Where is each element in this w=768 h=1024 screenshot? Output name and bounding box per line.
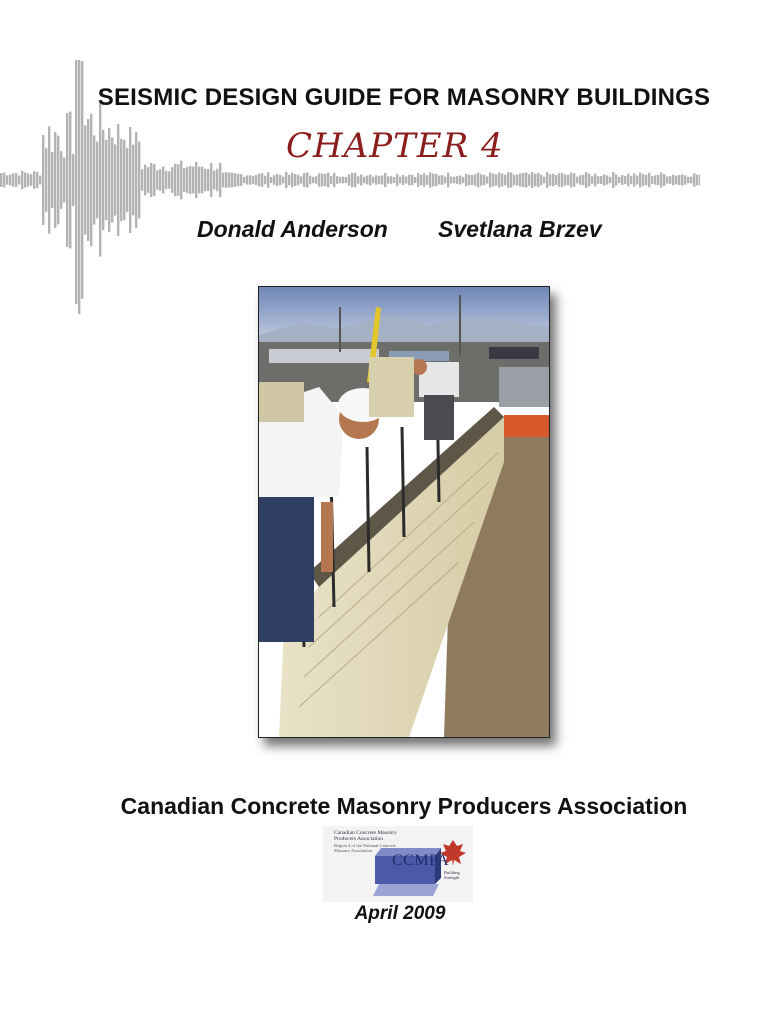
seismogram-trace (345, 177, 347, 183)
seismogram-trace (183, 168, 185, 192)
seismogram-trace (495, 175, 497, 186)
seismogram-trace (189, 166, 191, 194)
logo-org-name: Canadian Concrete Masonry Producers Association (334, 830, 397, 842)
seismogram-trace (306, 173, 308, 188)
seismogram-trace (219, 163, 221, 197)
seismogram-trace (207, 169, 209, 191)
seismogram-trace (150, 163, 152, 197)
seismogram-trace (333, 173, 335, 187)
seismogram-trace (84, 125, 86, 234)
seismogram-trace (627, 174, 629, 187)
seismogram-trace (399, 177, 401, 184)
seismogram-trace (132, 145, 134, 216)
seismogram-trace (657, 175, 659, 185)
seismogram-trace (567, 175, 569, 185)
seismogram-trace (582, 175, 584, 186)
seismogram-trace (645, 175, 647, 185)
seismogram-trace (687, 177, 689, 183)
seismogram-trace (585, 172, 587, 188)
seismogram-trace (225, 172, 227, 188)
seismogram-trace (354, 173, 356, 187)
seismogram-trace (342, 177, 344, 184)
seismogram-trace (186, 167, 188, 194)
seismogram-trace (660, 173, 662, 188)
seismogram-trace (198, 167, 200, 194)
seismogram-trace (696, 175, 698, 186)
seismogram-trace (417, 173, 419, 187)
seismogram-trace (375, 175, 377, 185)
seismogram-trace (303, 173, 305, 187)
seismogram-trace (174, 164, 176, 196)
seismogram-trace (525, 172, 527, 187)
seismogram-trace (609, 177, 611, 183)
seismogram-trace (699, 174, 700, 186)
seismogram-trace (168, 171, 170, 188)
seismogram-trace (534, 174, 536, 186)
seismogram-trace (648, 173, 650, 187)
seismogram-trace (90, 114, 92, 247)
seismogram-trace (435, 174, 437, 186)
seismogram-trace (456, 176, 458, 184)
seismogram-trace (141, 169, 143, 191)
seismogram-trace (546, 172, 548, 188)
seismogram-trace (48, 126, 50, 233)
seismogram-trace (381, 176, 383, 185)
seismogram-trace (429, 172, 431, 187)
seismogram-trace (348, 174, 350, 185)
seismogram-trace (300, 176, 302, 183)
seismogram-trace (531, 172, 533, 188)
seismogram-trace (369, 175, 371, 186)
seismogram-trace (159, 169, 161, 190)
seismogram-trace (42, 135, 44, 225)
seismogram-trace (246, 175, 248, 184)
seismogram-trace (156, 170, 158, 189)
seismogram-trace (600, 176, 602, 184)
seismogram-trace (681, 174, 683, 185)
seismogram-trace (237, 174, 239, 186)
seismogram-trace (108, 128, 110, 232)
seismogram-trace (255, 175, 257, 185)
seismogram-trace (468, 175, 470, 185)
seismogram-trace (519, 173, 521, 186)
seismogram-trace (15, 173, 17, 187)
seismogram-trace (105, 140, 107, 220)
seismogram-trace (279, 175, 281, 185)
seismogram-trace (138, 142, 140, 219)
seismogram-trace (522, 173, 524, 187)
seismogram-trace (654, 175, 656, 184)
seismogram-trace (447, 173, 449, 188)
seismogram-trace (3, 173, 5, 188)
seismogram-trace (465, 174, 467, 186)
seismogram-trace (309, 176, 311, 185)
seismogram-trace (57, 136, 59, 225)
seismogram-trace (165, 171, 167, 189)
seismogram-trace (276, 174, 278, 186)
seismogram-trace (639, 172, 641, 187)
seismogram-trace (561, 173, 563, 187)
seismogram-trace (516, 175, 518, 186)
cover-photo (258, 286, 550, 738)
seismogram-trace (603, 174, 605, 185)
seismogram-trace (0, 173, 2, 187)
seismogram-trace (111, 137, 113, 222)
seismogram-trace (321, 174, 323, 187)
seismogram-trace (297, 175, 299, 186)
seismogram-trace (501, 174, 503, 187)
seismogram-trace (441, 175, 443, 185)
seismogram-trace (270, 177, 272, 183)
seismogram-trace (480, 174, 482, 185)
seismogram-trace (672, 175, 674, 186)
logo-abbreviation: CCMPA (392, 852, 450, 869)
seismogram-trace (99, 103, 101, 256)
seismogram-trace (30, 174, 32, 185)
seismogram-trace (294, 174, 296, 186)
publisher-name: Canadian Concrete Masonry Producers Association (120, 793, 688, 819)
chapter-heading: CHAPTER 4 (286, 126, 504, 166)
seismogram-trace (129, 127, 131, 233)
seismogram-trace (66, 113, 68, 247)
seismogram-trace (210, 163, 212, 197)
seismogram-trace (117, 124, 119, 236)
seismogram-trace (450, 177, 452, 184)
seismogram-trace (690, 177, 692, 184)
seismogram-trace (411, 175, 413, 185)
document-title: SEISMIC DESIGN GUIDE FOR MASONRY BUILDINGS (97, 84, 711, 111)
seismogram-trace (612, 172, 614, 188)
seismogram-trace (69, 112, 71, 249)
seismogram-trace (459, 175, 461, 184)
seismogram-trace (12, 173, 14, 186)
seismogram-trace (492, 174, 494, 187)
seismogram-trace (273, 175, 275, 185)
seismogram-trace (513, 175, 515, 185)
seismogram-trace (570, 173, 572, 188)
seismogram-trace (405, 176, 407, 183)
seismogram-trace (594, 174, 596, 187)
seismogram-trace (288, 175, 290, 186)
seismogram-trace (615, 174, 617, 185)
author-name: Donald Anderson (197, 216, 388, 242)
seismogram-trace (51, 152, 53, 208)
seismogram-trace (393, 177, 395, 183)
seismogram-trace (249, 175, 251, 185)
seismogram-trace (510, 173, 512, 188)
seismogram-trace (45, 148, 47, 212)
seismogram-trace (675, 176, 677, 185)
seismogram-trace (504, 175, 506, 186)
seismogram-trace (339, 177, 341, 183)
seismogram-trace (351, 173, 353, 187)
seismogram-trace (93, 135, 95, 224)
seismogram-trace (426, 175, 428, 184)
seismogram-trace (552, 174, 554, 187)
seismogram-trace (414, 177, 416, 183)
seismogram-trace (318, 173, 320, 186)
seismogram-trace (432, 173, 434, 186)
seismogram-trace (558, 173, 560, 187)
seismogram-trace (282, 177, 284, 184)
seismogram-trace (633, 173, 635, 186)
seismogram-trace (6, 175, 8, 184)
seismogram-trace (252, 176, 254, 184)
seismogram-trace (33, 171, 35, 188)
seismogram-trace (114, 144, 116, 215)
seismogram-trace (363, 177, 365, 184)
seismogram-trace (153, 164, 155, 196)
seismogram-trace (408, 175, 410, 186)
seismogram-trace (39, 176, 41, 185)
seismogram-trace (483, 175, 485, 185)
seismogram-trace (651, 176, 653, 184)
seismogram-trace (258, 174, 260, 187)
seismogram-trace (540, 175, 542, 185)
seismogram-trace (420, 175, 422, 186)
seismogram-trace (162, 167, 164, 194)
seismogram-trace (291, 173, 293, 188)
seismogram-trace (216, 169, 218, 191)
seismogram-trace (126, 148, 128, 212)
seismogram-trace (423, 173, 425, 186)
seismogram-trace (120, 139, 122, 221)
seismogram-trace (579, 175, 581, 185)
seismogram-trace (477, 172, 479, 187)
seismogram-trace (147, 167, 149, 193)
seismogram-trace (87, 119, 89, 241)
seismogram-trace (471, 175, 473, 185)
seismogram-trace (102, 130, 104, 230)
seismogram-trace (591, 176, 593, 184)
seismogram-trace (387, 176, 389, 183)
seismogram-trace (624, 176, 626, 184)
seismogram-trace (543, 177, 545, 184)
seismogram-trace (402, 175, 404, 185)
seismogram-trace (528, 174, 530, 185)
seismogram-trace (588, 174, 590, 187)
seismogram-trace (222, 173, 224, 188)
seismogram-trace (507, 172, 509, 188)
seismogram-trace (618, 177, 620, 183)
seismogram-trace (18, 176, 20, 185)
seismogram-trace (228, 172, 230, 187)
seismogram-trace (663, 174, 665, 186)
seismogram-trace (63, 157, 65, 202)
seismogram-trace (324, 174, 326, 187)
seismogram-trace (27, 174, 29, 187)
seismogram-trace (642, 174, 644, 186)
seismogram-trace (678, 175, 680, 185)
seismogram-trace (180, 161, 182, 200)
seismogram-trace (72, 154, 74, 206)
seismogram-trace (285, 172, 287, 188)
seismogram-trace (177, 164, 179, 196)
seismogram-trace (378, 176, 380, 184)
seismogram-trace (96, 142, 98, 219)
seismogram-trace (474, 174, 476, 185)
seismogram-trace (684, 175, 686, 184)
seismogram-trace (489, 173, 491, 188)
seismogram-trace (636, 175, 638, 184)
seismogram-trace (243, 177, 245, 183)
seismogram-trace (24, 172, 26, 187)
seismogram-trace (264, 176, 266, 185)
seismogram-trace (366, 176, 368, 185)
seismogram-trace (573, 173, 575, 186)
seismogram-trace (372, 177, 374, 184)
seismogram-trace (396, 174, 398, 186)
seismogram-trace (21, 171, 23, 190)
seismogram-trace (357, 176, 359, 183)
seismogram-trace (621, 175, 623, 185)
seismogram-trace (606, 175, 608, 184)
seismogram-trace (453, 177, 455, 184)
seismogram-trace (144, 165, 146, 195)
seismogram-trace (267, 172, 269, 188)
seismogram-trace (231, 173, 233, 188)
seismogram-trace (36, 172, 38, 188)
seismogram-trace (213, 170, 215, 189)
seismogram-trace (60, 151, 62, 209)
seismogram-trace (171, 167, 173, 193)
seismogram-trace (327, 173, 329, 188)
seismogram-trace (462, 177, 464, 183)
seismogram-trace (630, 176, 632, 184)
seismogram-trace (195, 162, 197, 198)
logo-tagline: Building Strength (444, 870, 460, 880)
seismogram-trace (135, 132, 137, 228)
seismogram-trace (564, 174, 566, 185)
seismogram-trace (204, 169, 206, 191)
seismogram-trace (54, 132, 56, 228)
seismogram-trace (330, 176, 332, 184)
seismogram-trace (315, 176, 317, 184)
seismogram-trace (693, 173, 695, 186)
seismogram-trace (555, 175, 557, 185)
seismogram-trace (486, 176, 488, 183)
seismogram-trace (234, 173, 236, 186)
seismogram-trace (669, 176, 671, 184)
seismogram-trace (576, 177, 578, 184)
seismogram-trace (549, 174, 551, 186)
seismogram-trace (537, 173, 539, 187)
seismogram-trace (666, 177, 668, 184)
seismogram-trace (192, 167, 194, 194)
seismogram-trace (438, 176, 440, 185)
seismogram-trace (444, 177, 446, 184)
seismogram-trace (360, 175, 362, 186)
publication-date: April 2009 (354, 903, 446, 924)
seismogram-trace (312, 177, 314, 183)
seismogram-trace (336, 176, 338, 184)
seismogram-trace (384, 173, 386, 187)
seismogram-trace (261, 173, 263, 186)
author-name: Svetlana Brzev (438, 216, 602, 242)
seismogram-trace (498, 172, 500, 187)
logo-subtext: Region 4 of the National Concrete Masonry Association (334, 843, 396, 853)
seismogram-trace (597, 176, 599, 184)
seismogram-trace (390, 176, 392, 184)
seismogram-trace (201, 167, 203, 194)
seismogram-trace (9, 175, 11, 186)
seismogram-trace (240, 174, 242, 186)
seismogram-trace (123, 140, 125, 220)
